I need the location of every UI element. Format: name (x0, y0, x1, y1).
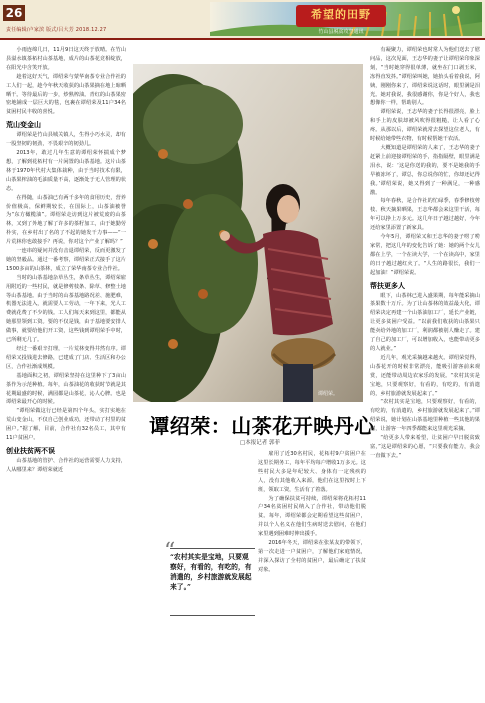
paragraph: 大概知道是谭绍荣的人来了，王志华的妻子赶紧上前迎接谭绍荣的手，指指隔壁，眼里满是泪水，说：‘这是你送的我的，要不是她我的手早被冻坏了，谭总，你总说你的忙，你却还记得我。’谭绍荣说，她又得到了一种满足，一种感激。 (370, 144, 480, 196)
paragraph: 2016年冬天，谭绍荣在张某友的带领下，第一次走进一户贫困户，了解他们家庭情况，并深入探访了全村的贫困户，最后确定了扶贫对象。 (258, 540, 366, 573)
article-column-right (370, 46, 480, 461)
woman-picking-camellia-photo (133, 64, 363, 402)
column-subtitle: 竹山县脱贫攻坚通讯 (318, 29, 364, 35)
paragraph: 2013年，敢过几年生意的谭绍荣怀揣成个梦想，了解到花柘村有一片闲置的山茶基地。这片山茶林于1970年代村大集体栽种，由于当时技术有限，山茶果榨油的毛油质量不高，逐渐处于无人管理的状态。 (6, 150, 126, 192)
paragraph: 为了确保扶贫可持续，谭绍荣将花柘村11户34名贫困村民纳入了合作社，带动他们脱贫。每年，谭绍荣都会定期看望这些贫困户，并以个人名义在他们生病时送去慰问，在他们家里遇到困难时伸出援手。 (258, 495, 366, 538)
pull-quote-text: “农村其实是宝地，只要观察好，有看的，有吃的，有消遣的，乡村旅游就发展起来了。” (170, 553, 252, 591)
paragraph: 山茶基地的管护、合作社的运营需要人力支持，人从哪里来？谭绍荣就近 (6, 457, 126, 473)
page-header (0, 0, 485, 38)
paragraph: 雇用了近30名村民，花柘村9户贫困户在这里长期务工，每年平均每户增收1万多元。这些村民大多是年纪较大、身体有一定残疾的人，没有其他收入来源，他们在这里按时上下班，领取工资，生活有了着落。 (258, 451, 366, 493)
photo-caption: 谭绍荣。 (318, 391, 339, 397)
byline: □本报记者 郭菲 (240, 440, 280, 446)
paragraph: 谭绍荣说，王志华的妻子长得很漂亮，脸上和手上的皮肤却被风吹得很粗糙，让人看了心疼。从那以后，谭绍荣就常去探望这位老人，有时候给她带些衣物，有时候帮她干农活。 (370, 109, 480, 143)
paragraph: 有凝聚力，谭绍荣也时常人为他们送去了慰问品，这次见面，王志华的妻子让谭绍荣印象深刻，“当时她穿得很单薄，就坐在门口剥玉米，冻得直发抖。”谭绍荣叫她，她抬头看着我说，阿姨，刚刚你来了，谭绍荣说这话时，眼里满是泪光。她对我说，我很感谢你，你是个好人，我也想像你一样，帮助别人。 (370, 47, 480, 107)
section-heading: 荒山变金山 (6, 121, 41, 130)
paragraph: 在得随，山茶油已有两千多年的食用历史，营养价值极高，保鲜期较长，在国际上，山茶油被誉为“东方橄榄油”。谭绍荣走访到这片被荒废的山茶林，又到了外地了解了许多的茶籽加工，由于她勤劳朴实，在乡村出了名的了不起的她发干力事——“一片荒林你也敢接手？再说，你对这个产业了解吗？” (6, 194, 126, 246)
article-column-middle (258, 450, 366, 575)
paragraph: 基地面积之初，谭绍荣坚持在这里种下了3亩山茶作为示范种植。每年，山茶油花的收获时节就是其花期最盛的时候，满园都是山茶花，沁人心脾。也是谭绍荣最开心的时候。 (6, 372, 126, 406)
paragraph: 当时的山茶基地杂草丛生，条草丛生，谭绍荣雇用附近的一些村民，就是修剪枝条、除草、修整土地等山茶基地。由于当时的山茶基地路况差、施肥难，机器无法进入，就需要人工劳动，一年下来，光人工费就花费了不少的钱。工人们每天来到这里，都能从她那里领到工资。要的不仅是钱，由于基地要安排人做事，就要给他们开工资，这些钱到谭绍荣手中时，已所剩无几了。 (6, 274, 126, 344)
paragraph: 经过一番艰辛打理，一片荒林变得井然有序。谭绍荣又投钱进去修路，已建成了门店、生活区和办公区，合作社渐成规模。 (6, 346, 126, 370)
paragraph: “谭绍荣做这行已经是第四个年头，实打实地在荒山变金山，不仅自己创业成功，还带动了村里的贫困户。”据了解，目前，合作社有32名员工，其中有11户贫困户。 (6, 408, 126, 442)
article-photo (133, 64, 363, 402)
paragraph: “给更多人带来希望，让贫困户早日脱贫致富，”这是谭绍荣的心愿，“只要我有能力，我会一直做下去。” (370, 435, 480, 459)
pull-quote (164, 539, 255, 616)
paragraph: 一连串的疑问并没有击退谭绍荣，反而更激发了她的坚毅品。通过一番考察，谭绍荣正式接手了这片1500多亩的山茶林，成立了荣华南茶专业合作社。 (6, 248, 126, 272)
paragraph: 小雨连绵几日，11月9日这天终于放晴。在竹山县溢水镇茶柘村山茶基地，成片的山茶花竞相绽放，在阳光中含笑开放。 (6, 47, 126, 71)
header-rule (0, 38, 485, 40)
paragraph: 谭绍荣是竹山县城关镇人，生得小巧水灵，却有一股坚韧的韧劲，不畏艰辛的韧劲儿。 (6, 132, 126, 148)
quote-mark-icon: “ (164, 539, 176, 564)
section-heading: 创业扶贫两不误 (6, 446, 55, 455)
page-number: 26 (3, 5, 25, 21)
paragraph: 眼下，山茶林已进入盛果期，每年能采摘山茶果数十万斤。为了让山茶林的效益最大化，谭绍荣决定再建一个山茶油加工厂，延长产业链，让更多贫困户受益。“以前我们收获的山茶果只能卖给外地的加工厂，利润都被别人赚走了。建了自己的加工厂，可以增加收入，也能带动更多的人就业。” (370, 292, 480, 352)
editor-meta-line: 责任编辑/卢家滨 版式/吕大芳 2018.12.27 (6, 27, 107, 33)
paragraph: 趁着这好天气，谭绍荣与蒙华南茶专业合作社的工人们一起，趁今年秋天收获的山茶果摘在地上晾晒晒干。等待最后的一步，炒熟榨油。青红的山茶果密密地铺成一层巨大的毯，包裹在谭绍荣及11户34名贫困村民丰收的喜悦。 (6, 73, 126, 116)
paragraph: 今年5月，谭绍荣又和王志华的妻子唠了唠家常，把这几年的变化告诉了她：她的两个女儿都在上学，一个在读大学，一个在读高中，家里的日子越过越红火了。“人生的路很长，我们一起加油！”谭绍荣说。 (370, 234, 480, 276)
section-heading: 帮扶更多人 (370, 281, 405, 290)
article-headline: 谭绍荣：山茶花开映丹心 (149, 414, 375, 438)
paragraph: 每年春秋，是合作社的忙碌季，春季修枝剪枝、秋天摘果晒果，王志华都会来这里干活，每年可以挣上万多元。这几年日子越过越好，今年还给家里添置了新家具。 (370, 198, 480, 232)
column-title: 希望的田野 (311, 8, 371, 21)
paragraph: “农村其实是宝地，只要观察好，有看的，有吃的，有消遣的，乡村旅游就发展起来了。”谭绍荣说，她计划在山茶基地里种植一些其他的果树，让游客一年四季都能来这里观光采摘。 (370, 399, 480, 433)
article-column-left (6, 46, 126, 475)
paragraph: 近几年，观光采摘越来越火。谭绍荣觉得，山茶花开的时候非常漂亮，能吸引游客前来观赏，还能带动周边农家乐的发展。“农村其实是宝地，只要观察好，有看的，有吃的，有消遣的，乡村旅游就发展起来了。” (370, 354, 480, 397)
